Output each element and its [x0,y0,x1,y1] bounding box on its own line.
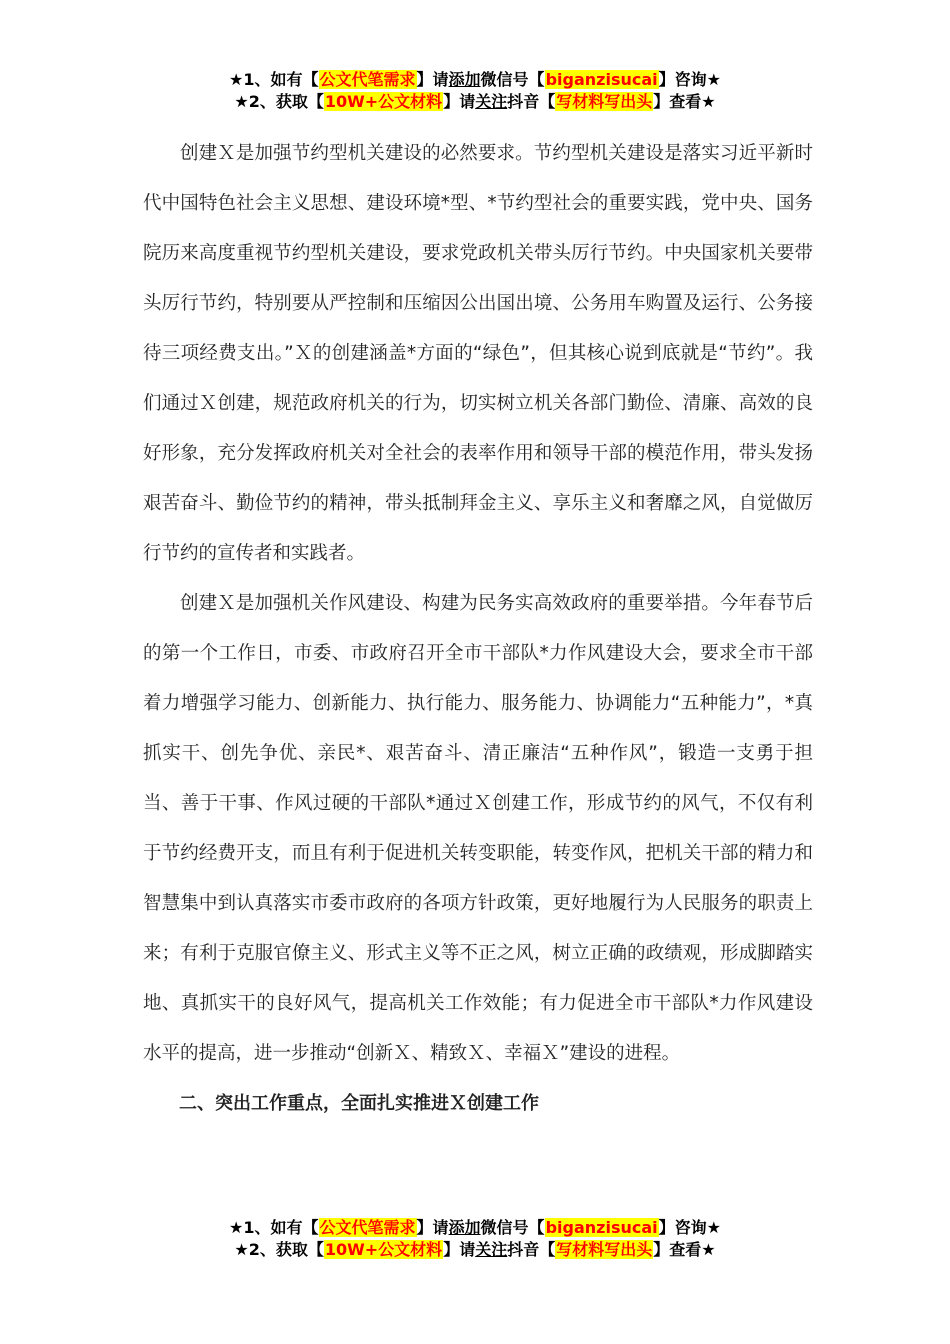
promo-text: ★1、如有【 [229,70,319,89]
promo-highlight: 公文代笔需求 [319,70,416,89]
promo-line-1 [0,69,950,91]
promo-text: 】查看★ [653,92,716,111]
promo-text: 】请 [443,92,476,111]
douyin-id-highlight: 写材料写出头 [556,92,653,111]
promo-highlight: 10W+公文材料 [324,1240,443,1259]
wechat-id-highlight: biganzisucai [545,70,658,89]
document-body [143,129,813,1129]
promo-text: ★1、如有【 [229,1218,319,1237]
promo-text: ★2、获取【 [234,92,324,111]
body-paragraph-2: 创建Ｘ是加强机关作风建设、构建为民务实高效政府的重要举措。今年春节后的第一个工作日，市委、市政府召开全市干部队*力作风建设大会，要求全市干部着力增强学习能力、创新能力、执行能力、服务能力、协调能力“五种能力”，*真抓实干、创先争优、亲民*、艰苦奋斗、清正廉洁“五种作风”，锻造一支勇于担当、善于干事、作风过硬的干部队*通过Ｘ创建工作，形成节约的风气，不仅有利于节约经费开支，而且有利于促进机关转变职能，转变作风，把机关干部的精力和智慧集中到认真落实市委市政府的各项方针政策，更好地履行为人民服务的职责上来；有利于克服官僚主义、形式主义等不正之风，树立正确的政绩观，形成脚踏实地、真抓实干的良好风气，提高机关工作效能；有力促进全市干部队*力作风建设水平的提高，进一步推动“创新Ｘ、精致Ｘ、幸福Ｘ”建设的进程。 [143,593,813,1064]
promo-text: 微信号【 [480,70,545,89]
wechat-id-highlight: biganzisucai [545,1218,658,1237]
promo-line-1 [0,1217,950,1239]
promo-underlined: 添加 [448,1218,481,1237]
promo-text: 】请 [416,1218,449,1237]
promo-highlight: 公文代笔需求 [319,1218,416,1237]
promo-highlight: 10W+公文材料 [324,92,443,111]
promo-text: 】咨询★ [658,70,721,89]
promo-text: 】咨询★ [658,1218,721,1237]
promo-notice-bottom [0,1217,950,1261]
promo-notice-top [0,69,950,113]
promo-text: 抖音【 [507,92,556,111]
promo-underlined: 添加 [448,70,481,89]
promo-line-2 [0,91,950,113]
promo-text: ★2、获取【 [234,1240,324,1259]
promo-text: 】请 [416,70,449,89]
douyin-id-highlight: 写材料写出头 [556,1240,653,1259]
promo-underlined: 关注 [475,1240,508,1259]
body-paragraph-1: 创建Ｘ是加强节约型机关建设的必然要求。节约型机关建设是落实习近平新时代中国特色社会主义思想、建设环境*型、*节约型社会的重要实践，党中央、国务院历来高度重视节约型机关建设，要求党政机关带头厉行节约。中央国家机关要带头厉行节约，特别要从严控制和压缩因公出国出境、公务用车购置及运行、公务接待三项经费支出。”Ｘ的创建涵盖*方面的“绿色”，但其核心说到底就是“节约”。我们通过Ｘ创建，规范政府机关的行为，切实树立机关各部门勤俭、清廉、高效的良好形象，充分发挥政府机关对全社会的表率作用和领导干部的模范作用，带头发扬艰苦奋斗、勤俭节约的精神，带头抵制拜金主义、享乐主义和奢靡之风，自觉做厉行节约的宣传者和实践者。 [143,143,813,564]
promo-text: 抖音【 [507,1240,556,1259]
promo-underlined: 关注 [475,92,508,111]
promo-line-2 [0,1239,950,1261]
section-heading: 二、突出工作重点，全面扎实推进Ｘ创建工作 [179,1093,539,1114]
promo-text: 微信号【 [480,1218,545,1237]
promo-text: 】请 [443,1240,476,1259]
promo-text: 】查看★ [653,1240,716,1259]
